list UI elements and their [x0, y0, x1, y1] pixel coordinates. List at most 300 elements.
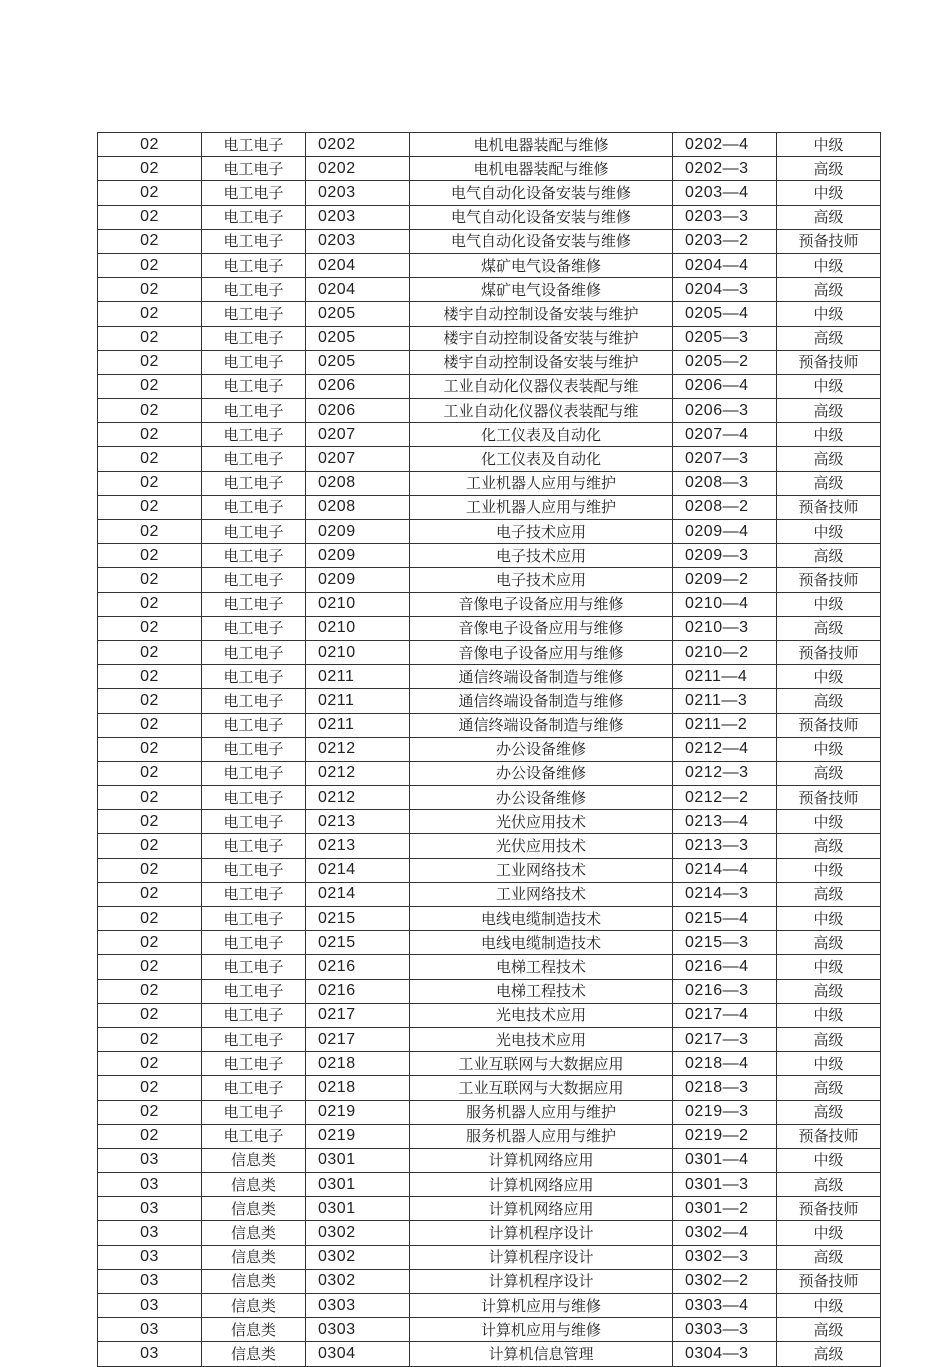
major-name-cell: 音像电子设备应用与维修 [410, 592, 673, 616]
category-name-cell: 电工电子 [202, 520, 306, 544]
category-code-cell: 02 [98, 810, 202, 834]
major-code-cell: 0303 [306, 1294, 410, 1318]
major-name-cell: 煤矿电气设备维修 [410, 253, 673, 277]
table-row [98, 278, 881, 302]
table-row [98, 737, 881, 761]
major-name-cell: 楼宇自动控制设备安装与维护 [410, 350, 673, 374]
category-name-cell: 电工电子 [202, 858, 306, 882]
category-name-cell: 电工电子 [202, 882, 306, 906]
major-code-cell: 0218 [306, 1076, 410, 1100]
table-row [98, 350, 881, 374]
major-name-cell: 工业机器人应用与维护 [410, 495, 673, 519]
major-code-cell: 0205 [306, 350, 410, 374]
category-name-cell: 电工电子 [202, 1027, 306, 1051]
level-cell: 预备技师 [777, 229, 881, 253]
category-name-cell: 信息类 [202, 1294, 306, 1318]
level-cell: 中级 [777, 592, 881, 616]
category-code-cell: 02 [98, 979, 202, 1003]
major-name-cell: 电气自动化设备安装与维修 [410, 205, 673, 229]
category-code-cell: 02 [98, 399, 202, 423]
major-code-cell: 0210 [306, 640, 410, 664]
category-name-cell: 电工电子 [202, 544, 306, 568]
major-code-cell: 0204 [306, 253, 410, 277]
category-code-cell: 02 [98, 374, 202, 398]
category-code-cell: 02 [98, 181, 202, 205]
level-cell: 预备技师 [777, 786, 881, 810]
level-cell: 中级 [777, 1003, 881, 1027]
major-name-cell: 办公设备维修 [410, 761, 673, 785]
category-name-cell: 电工电子 [202, 399, 306, 423]
category-name-cell: 电工电子 [202, 1003, 306, 1027]
major-name-cell: 音像电子设备应用与维修 [410, 640, 673, 664]
major-name-cell: 计算机网络应用 [410, 1148, 673, 1172]
major-name-cell: 办公设备维修 [410, 786, 673, 810]
table-row [98, 495, 881, 519]
major-code-cell: 0301 [306, 1197, 410, 1221]
level-cell: 预备技师 [777, 568, 881, 592]
level-code-cell: 0208—2 [673, 495, 777, 519]
level-cell: 中级 [777, 374, 881, 398]
category-name-cell: 电工电子 [202, 253, 306, 277]
major-name-cell: 工业互联网与大数据应用 [410, 1076, 673, 1100]
level-code-cell: 0301—3 [673, 1173, 777, 1197]
category-code-cell: 03 [98, 1221, 202, 1245]
table-row [98, 931, 881, 955]
level-cell: 预备技师 [777, 1197, 881, 1221]
level-cell: 中级 [777, 1052, 881, 1076]
level-code-cell: 0218—3 [673, 1076, 777, 1100]
level-cell: 中级 [777, 1148, 881, 1172]
major-name-cell: 计算机程序设计 [410, 1245, 673, 1269]
major-code-cell: 0216 [306, 979, 410, 1003]
category-name-cell: 电工电子 [202, 568, 306, 592]
major-name-cell: 电子技术应用 [410, 544, 673, 568]
level-code-cell: 0207—3 [673, 447, 777, 471]
category-name-cell: 电工电子 [202, 350, 306, 374]
level-code-cell: 0215—4 [673, 907, 777, 931]
level-code-cell: 0216—3 [673, 979, 777, 1003]
table-body [98, 133, 881, 1367]
level-code-cell: 0215—3 [673, 931, 777, 955]
major-code-cell: 0210 [306, 616, 410, 640]
category-name-cell: 电工电子 [202, 326, 306, 350]
category-code-cell: 02 [98, 931, 202, 955]
major-code-cell: 0212 [306, 737, 410, 761]
table-row [98, 229, 881, 253]
major-name-cell: 电线电缆制造技术 [410, 931, 673, 955]
category-code-cell: 03 [98, 1245, 202, 1269]
level-code-cell: 0214—4 [673, 858, 777, 882]
category-code-cell: 02 [98, 955, 202, 979]
category-name-cell: 电工电子 [202, 665, 306, 689]
level-code-cell: 0213—4 [673, 810, 777, 834]
category-name-cell: 信息类 [202, 1197, 306, 1221]
table-row [98, 761, 881, 785]
major-name-cell: 计算机程序设计 [410, 1221, 673, 1245]
level-cell: 中级 [777, 423, 881, 447]
level-cell: 中级 [777, 520, 881, 544]
major-code-cell: 0212 [306, 786, 410, 810]
level-code-cell: 0214—3 [673, 882, 777, 906]
table-row [98, 786, 881, 810]
table-row [98, 399, 881, 423]
major-code-cell: 0303 [306, 1318, 410, 1342]
table-row [98, 181, 881, 205]
category-code-cell: 02 [98, 133, 202, 157]
level-code-cell: 0304—3 [673, 1342, 777, 1366]
table-row [98, 1318, 881, 1342]
level-code-cell: 0302—4 [673, 1221, 777, 1245]
category-name-cell: 电工电子 [202, 592, 306, 616]
table-row [98, 858, 881, 882]
category-code-cell: 02 [98, 544, 202, 568]
major-code-cell: 0217 [306, 1003, 410, 1027]
category-code-cell: 02 [98, 350, 202, 374]
level-code-cell: 0212—3 [673, 761, 777, 785]
major-name-cell: 工业网络技术 [410, 882, 673, 906]
table-row [98, 616, 881, 640]
major-code-cell: 0215 [306, 907, 410, 931]
level-cell: 高级 [777, 1318, 881, 1342]
category-code-cell: 02 [98, 1027, 202, 1051]
major-name-cell: 办公设备维修 [410, 737, 673, 761]
specialty-table [97, 132, 881, 1367]
level-cell: 预备技师 [777, 713, 881, 737]
table-row [98, 810, 881, 834]
level-cell: 高级 [777, 471, 881, 495]
table-row [98, 423, 881, 447]
category-name-cell: 电工电子 [202, 495, 306, 519]
major-name-cell: 工业网络技术 [410, 858, 673, 882]
category-name-cell: 电工电子 [202, 786, 306, 810]
level-code-cell: 0203—3 [673, 205, 777, 229]
category-code-cell: 02 [98, 689, 202, 713]
level-cell: 预备技师 [777, 1269, 881, 1293]
level-cell: 高级 [777, 326, 881, 350]
category-name-cell: 电工电子 [202, 374, 306, 398]
category-name-cell: 信息类 [202, 1245, 306, 1269]
major-code-cell: 0217 [306, 1027, 410, 1051]
level-cell: 中级 [777, 1294, 881, 1318]
category-code-cell: 02 [98, 447, 202, 471]
major-name-cell: 电气自动化设备安装与维修 [410, 229, 673, 253]
level-code-cell: 0208—3 [673, 471, 777, 495]
major-name-cell: 服务机器人应用与维护 [410, 1124, 673, 1148]
major-name-cell: 计算机网络应用 [410, 1173, 673, 1197]
table-row [98, 326, 881, 350]
major-name-cell: 工业自动化仪器仪表装配与维 [410, 399, 673, 423]
category-name-cell: 电工电子 [202, 423, 306, 447]
category-name-cell: 信息类 [202, 1148, 306, 1172]
major-name-cell: 楼宇自动控制设备安装与维护 [410, 326, 673, 350]
level-cell: 中级 [777, 302, 881, 326]
category-code-cell: 02 [98, 1052, 202, 1076]
level-code-cell: 0216—4 [673, 955, 777, 979]
category-code-cell: 03 [98, 1269, 202, 1293]
table-row [98, 253, 881, 277]
table-row [98, 665, 881, 689]
level-code-cell: 0204—4 [673, 253, 777, 277]
level-code-cell: 0212—4 [673, 737, 777, 761]
category-name-cell: 电工电子 [202, 1052, 306, 1076]
category-code-cell: 02 [98, 665, 202, 689]
level-code-cell: 0219—2 [673, 1124, 777, 1148]
table-row [98, 1003, 881, 1027]
level-cell: 中级 [777, 1221, 881, 1245]
major-code-cell: 0207 [306, 423, 410, 447]
major-code-cell: 0211 [306, 665, 410, 689]
major-code-cell: 0214 [306, 858, 410, 882]
category-name-cell: 电工电子 [202, 229, 306, 253]
major-code-cell: 0202 [306, 133, 410, 157]
major-name-cell: 电气自动化设备安装与维修 [410, 181, 673, 205]
level-code-cell: 0205—2 [673, 350, 777, 374]
major-code-cell: 0209 [306, 568, 410, 592]
category-code-cell: 02 [98, 713, 202, 737]
table-row [98, 1221, 881, 1245]
major-name-cell: 电子技术应用 [410, 520, 673, 544]
category-code-cell: 02 [98, 278, 202, 302]
level-code-cell: 0219—3 [673, 1100, 777, 1124]
category-code-cell: 02 [98, 882, 202, 906]
major-code-cell: 0211 [306, 713, 410, 737]
major-name-cell: 通信终端设备制造与维修 [410, 689, 673, 713]
level-code-cell: 0209—4 [673, 520, 777, 544]
level-code-cell: 0301—2 [673, 1197, 777, 1221]
major-name-cell: 电梯工程技术 [410, 955, 673, 979]
major-code-cell: 0204 [306, 278, 410, 302]
table-row [98, 1245, 881, 1269]
major-name-cell: 工业自动化仪器仪表装配与维 [410, 374, 673, 398]
category-code-cell: 02 [98, 1076, 202, 1100]
table-row [98, 1027, 881, 1051]
major-name-cell: 通信终端设备制造与维修 [410, 713, 673, 737]
category-code-cell: 02 [98, 1100, 202, 1124]
table-row [98, 640, 881, 664]
major-code-cell: 0214 [306, 882, 410, 906]
category-name-cell: 电工电子 [202, 907, 306, 931]
level-code-cell: 0301—4 [673, 1148, 777, 1172]
major-code-cell: 0208 [306, 495, 410, 519]
category-name-cell: 电工电子 [202, 737, 306, 761]
category-code-cell: 02 [98, 157, 202, 181]
category-name-cell: 电工电子 [202, 616, 306, 640]
major-name-cell: 工业机器人应用与维护 [410, 471, 673, 495]
category-name-cell: 电工电子 [202, 834, 306, 858]
category-name-cell: 电工电子 [202, 205, 306, 229]
level-code-cell: 0209—3 [673, 544, 777, 568]
major-code-cell: 0211 [306, 689, 410, 713]
category-name-cell: 信息类 [202, 1173, 306, 1197]
table-row [98, 520, 881, 544]
level-code-cell: 0202—4 [673, 133, 777, 157]
level-code-cell: 0202—3 [673, 157, 777, 181]
major-name-cell: 光电技术应用 [410, 1003, 673, 1027]
level-cell: 高级 [777, 834, 881, 858]
category-name-cell: 电工电子 [202, 979, 306, 1003]
major-code-cell: 0203 [306, 181, 410, 205]
major-code-cell: 0203 [306, 205, 410, 229]
major-name-cell: 电子技术应用 [410, 568, 673, 592]
table-row [98, 1148, 881, 1172]
category-name-cell: 电工电子 [202, 689, 306, 713]
level-cell: 预备技师 [777, 495, 881, 519]
major-name-cell: 工业互联网与大数据应用 [410, 1052, 673, 1076]
major-name-cell: 电线电缆制造技术 [410, 907, 673, 931]
major-code-cell: 0209 [306, 544, 410, 568]
major-name-cell: 计算机程序设计 [410, 1269, 673, 1293]
level-cell: 高级 [777, 1076, 881, 1100]
table-row [98, 1342, 881, 1366]
category-code-cell: 02 [98, 1124, 202, 1148]
major-name-cell: 计算机网络应用 [410, 1197, 673, 1221]
major-code-cell: 0206 [306, 374, 410, 398]
major-code-cell: 0219 [306, 1124, 410, 1148]
table-row [98, 447, 881, 471]
category-name-cell: 电工电子 [202, 640, 306, 664]
major-code-cell: 0202 [306, 157, 410, 181]
table-row [98, 1052, 881, 1076]
major-code-cell: 0216 [306, 955, 410, 979]
major-code-cell: 0302 [306, 1269, 410, 1293]
category-name-cell: 电工电子 [202, 1076, 306, 1100]
category-code-cell: 02 [98, 592, 202, 616]
category-code-cell: 02 [98, 229, 202, 253]
table-row [98, 544, 881, 568]
table-row [98, 133, 881, 157]
major-code-cell: 0302 [306, 1245, 410, 1269]
major-code-cell: 0213 [306, 810, 410, 834]
major-code-cell: 0209 [306, 520, 410, 544]
category-name-cell: 电工电子 [202, 133, 306, 157]
category-code-cell: 03 [98, 1173, 202, 1197]
level-cell: 高级 [777, 278, 881, 302]
table-row [98, 1100, 881, 1124]
level-cell: 中级 [777, 253, 881, 277]
table-row [98, 157, 881, 181]
category-name-cell: 电工电子 [202, 761, 306, 785]
level-code-cell: 0211—2 [673, 713, 777, 737]
major-name-cell: 服务机器人应用与维护 [410, 1100, 673, 1124]
level-code-cell: 0206—4 [673, 374, 777, 398]
level-code-cell: 0303—4 [673, 1294, 777, 1318]
level-cell: 中级 [777, 810, 881, 834]
table-row [98, 713, 881, 737]
major-code-cell: 0203 [306, 229, 410, 253]
category-code-cell: 02 [98, 326, 202, 350]
level-cell: 中级 [777, 181, 881, 205]
level-code-cell: 0212—2 [673, 786, 777, 810]
category-name-cell: 信息类 [202, 1269, 306, 1293]
level-code-cell: 0217—4 [673, 1003, 777, 1027]
level-cell: 高级 [777, 1342, 881, 1366]
category-code-cell: 02 [98, 616, 202, 640]
level-code-cell: 0213—3 [673, 834, 777, 858]
level-cell: 高级 [777, 1027, 881, 1051]
category-code-cell: 03 [98, 1148, 202, 1172]
table-row [98, 882, 881, 906]
table-row [98, 834, 881, 858]
level-cell: 中级 [777, 737, 881, 761]
major-name-cell: 计算机应用与维修 [410, 1318, 673, 1342]
level-code-cell: 0211—3 [673, 689, 777, 713]
major-code-cell: 0218 [306, 1052, 410, 1076]
major-code-cell: 0215 [306, 931, 410, 955]
table-row [98, 568, 881, 592]
level-cell: 高级 [777, 616, 881, 640]
category-code-cell: 02 [98, 858, 202, 882]
level-cell: 高级 [777, 1100, 881, 1124]
category-name-cell: 电工电子 [202, 278, 306, 302]
category-code-cell: 02 [98, 302, 202, 326]
table-row [98, 907, 881, 931]
major-name-cell: 电梯工程技术 [410, 979, 673, 1003]
table-row [98, 689, 881, 713]
category-code-cell: 03 [98, 1342, 202, 1366]
level-code-cell: 0302—2 [673, 1269, 777, 1293]
category-code-cell: 02 [98, 520, 202, 544]
category-code-cell: 02 [98, 907, 202, 931]
category-name-cell: 电工电子 [202, 1100, 306, 1124]
category-code-cell: 02 [98, 495, 202, 519]
table-row [98, 1294, 881, 1318]
category-name-cell: 信息类 [202, 1318, 306, 1342]
major-code-cell: 0213 [306, 834, 410, 858]
major-code-cell: 0302 [306, 1221, 410, 1245]
category-code-cell: 02 [98, 761, 202, 785]
level-code-cell: 0211—4 [673, 665, 777, 689]
major-code-cell: 0212 [306, 761, 410, 785]
level-code-cell: 0206—3 [673, 399, 777, 423]
level-code-cell: 0203—4 [673, 181, 777, 205]
table-row [98, 1269, 881, 1293]
major-name-cell: 光伏应用技术 [410, 834, 673, 858]
category-name-cell: 电工电子 [202, 471, 306, 495]
level-cell: 高级 [777, 761, 881, 785]
table-row [98, 592, 881, 616]
category-code-cell: 03 [98, 1197, 202, 1221]
level-cell: 高级 [777, 979, 881, 1003]
level-code-cell: 0207—4 [673, 423, 777, 447]
table-row [98, 205, 881, 229]
level-cell: 高级 [777, 1173, 881, 1197]
category-code-cell: 02 [98, 786, 202, 810]
category-name-cell: 电工电子 [202, 1124, 306, 1148]
major-name-cell: 光伏应用技术 [410, 810, 673, 834]
level-code-cell: 0210—4 [673, 592, 777, 616]
level-cell: 中级 [777, 133, 881, 157]
major-name-cell: 光电技术应用 [410, 1027, 673, 1051]
level-cell: 高级 [777, 544, 881, 568]
major-name-cell: 计算机应用与维修 [410, 1294, 673, 1318]
major-code-cell: 0304 [306, 1342, 410, 1366]
category-code-cell: 02 [98, 834, 202, 858]
category-code-cell: 03 [98, 1294, 202, 1318]
category-name-cell: 电工电子 [202, 181, 306, 205]
level-cell: 高级 [777, 1245, 881, 1269]
level-code-cell: 0209—2 [673, 568, 777, 592]
table-row [98, 1197, 881, 1221]
level-cell: 预备技师 [777, 1124, 881, 1148]
level-code-cell: 0210—3 [673, 616, 777, 640]
category-name-cell: 电工电子 [202, 447, 306, 471]
category-code-cell: 02 [98, 737, 202, 761]
level-cell: 高级 [777, 931, 881, 955]
table-row [98, 955, 881, 979]
major-code-cell: 0205 [306, 326, 410, 350]
level-code-cell: 0218—4 [673, 1052, 777, 1076]
major-name-cell: 电机电器装配与维修 [410, 133, 673, 157]
